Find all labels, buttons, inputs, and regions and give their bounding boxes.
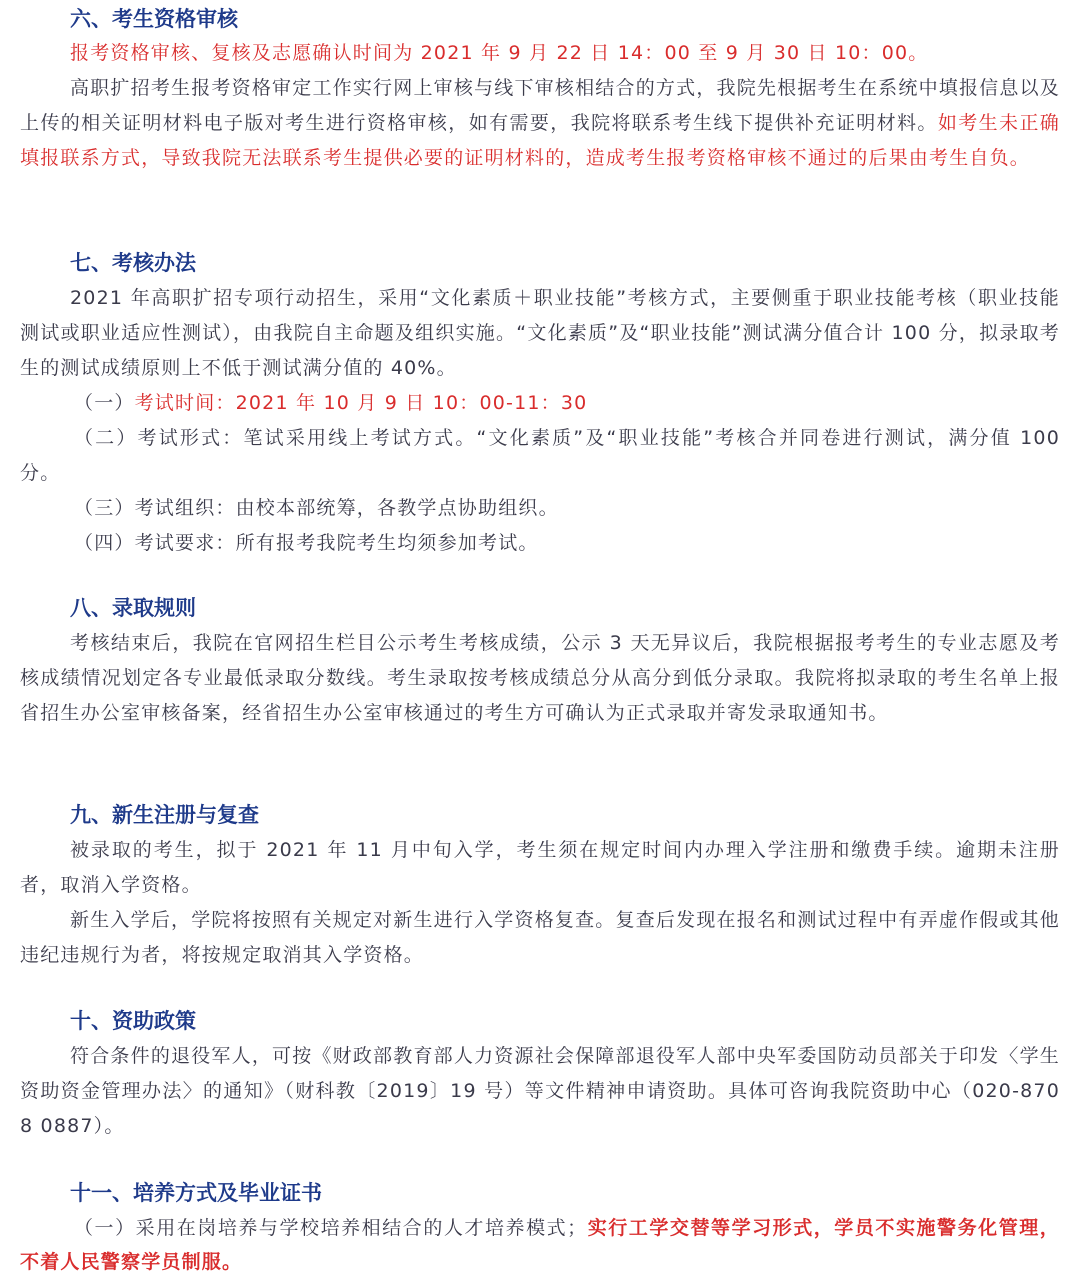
section-heading: 七、考核办法 <box>70 251 196 275</box>
training-mode-paragraph <box>20 1211 1060 1279</box>
section-heading: 八、录取规则 <box>70 596 196 620</box>
registration-paragraph: 被录取的考生，拟于 2021 年 11 月中旬入学，考生须在规定时间内办理入学注册和缴费手续。逾期未注册者，取消入学资格。 <box>20 839 1060 896</box>
section-training-certificate <box>20 1178 1060 1279</box>
section-qualification-review <box>20 4 1060 176</box>
financial-aid-paragraph: 符合条件的退役军人，可按《财政部教育部人力资源社会保障部退役军人部中央军委国防动员部关于印发〈学生资助资金管理办法〉的通知》（财科教〔2019〕19 号）等文件精神申请资助。具体可咨询我院资助中心（020-8708 0887）。 <box>20 1045 1060 1137</box>
exam-requirement-item: （四）考试要求：所有报考我院考生均须参加考试。 <box>74 532 539 554</box>
section-registration-review <box>20 800 1060 973</box>
assessment-intro-paragraph: 2021 年高职扩招专项行动招生，采用“文化素质＋职业技能”考核方式，主要侧重于职业技能考核（职业技能测试或职业适应性测试），由我院自主命题及组织实施。“文化素质”及“职业技能”测试满分值合计 100 分，拟录取考生的测试成绩原则上不低于测试满分值的 40%。 <box>20 287 1060 379</box>
section-heading: 十一、培养方式及毕业证书 <box>70 1181 322 1205</box>
review-warning-text: 如考生未正确填报联系方式，导致我院无法联系考生提供必要的证明材料的，造成考生报考资格审核不通过的后果由考生自负。 <box>20 112 1060 169</box>
exam-time-prefix: （一） <box>74 392 135 414</box>
review-method-text: 高职扩招考生报考资格审定工作实行网上审核与线下审核相结合的方式，我院先根据考生在系统中填报信息以及上传的相关证明材料电子版对考生进行资格审核，如有需要，我院将联系考生线下提供补充证明材料。 <box>20 77 1060 134</box>
section-heading: 六、考生资格审核 <box>70 7 238 31</box>
admission-rules-paragraph: 考核结束后，我院在官网招生栏目公示考生考核成绩，公示 3 天无异议后，我院根据报考考生的专业志愿及考核成绩情况划定各专业最低录取分数线。考生录取按考核成绩总分从高分到低分录取。我院将拟录取的考生名单上报省招生办公室审核备案，经省招生办公室审核通过的考生方可确认为正式录取并寄发录取通知书。 <box>20 632 1060 724</box>
section-admission-rules <box>20 593 1060 731</box>
exam-time-text: 考试时间：2021 年 10 月 9 日 10：00-11：30 <box>134 392 588 414</box>
section-heading: 十、资助政策 <box>70 1009 196 1033</box>
exam-time-item <box>20 386 1060 421</box>
section-heading: 九、新生注册与复查 <box>70 803 259 827</box>
training-mode-text: （一）采用在岗培养与学校培养相结合的人才培养模式； <box>74 1217 588 1239</box>
training-mode-highlight: 实行工学交替等学习形式，学员不实施警务化管理，不着人民警察学员制服。 <box>20 1217 1060 1273</box>
exam-form-item: （二）考试形式：笔试采用线上考试方式。“文化素质”及“职业技能”考核合并同卷进行测试，满分值 100 分。 <box>20 427 1060 484</box>
review-method-paragraph <box>20 71 1060 176</box>
requalification-paragraph: 新生入学后，学院将按照有关规定对新生进行入学资格复查。复查后发现在报名和测试过程中有弄虚作假或其他违纪违规行为者，将按规定取消其入学资格。 <box>20 909 1060 966</box>
exam-organization-item: （三）考试组织：由校本部统筹，各教学点协助组织。 <box>74 497 559 519</box>
review-time-paragraph: 报考资格审核、复核及志愿确认时间为 2021 年 9 月 22 日 14：00 至 9 月 30 日 10：00。 <box>70 42 929 64</box>
section-assessment-method <box>20 248 1060 561</box>
section-financial-aid <box>20 1006 1060 1144</box>
